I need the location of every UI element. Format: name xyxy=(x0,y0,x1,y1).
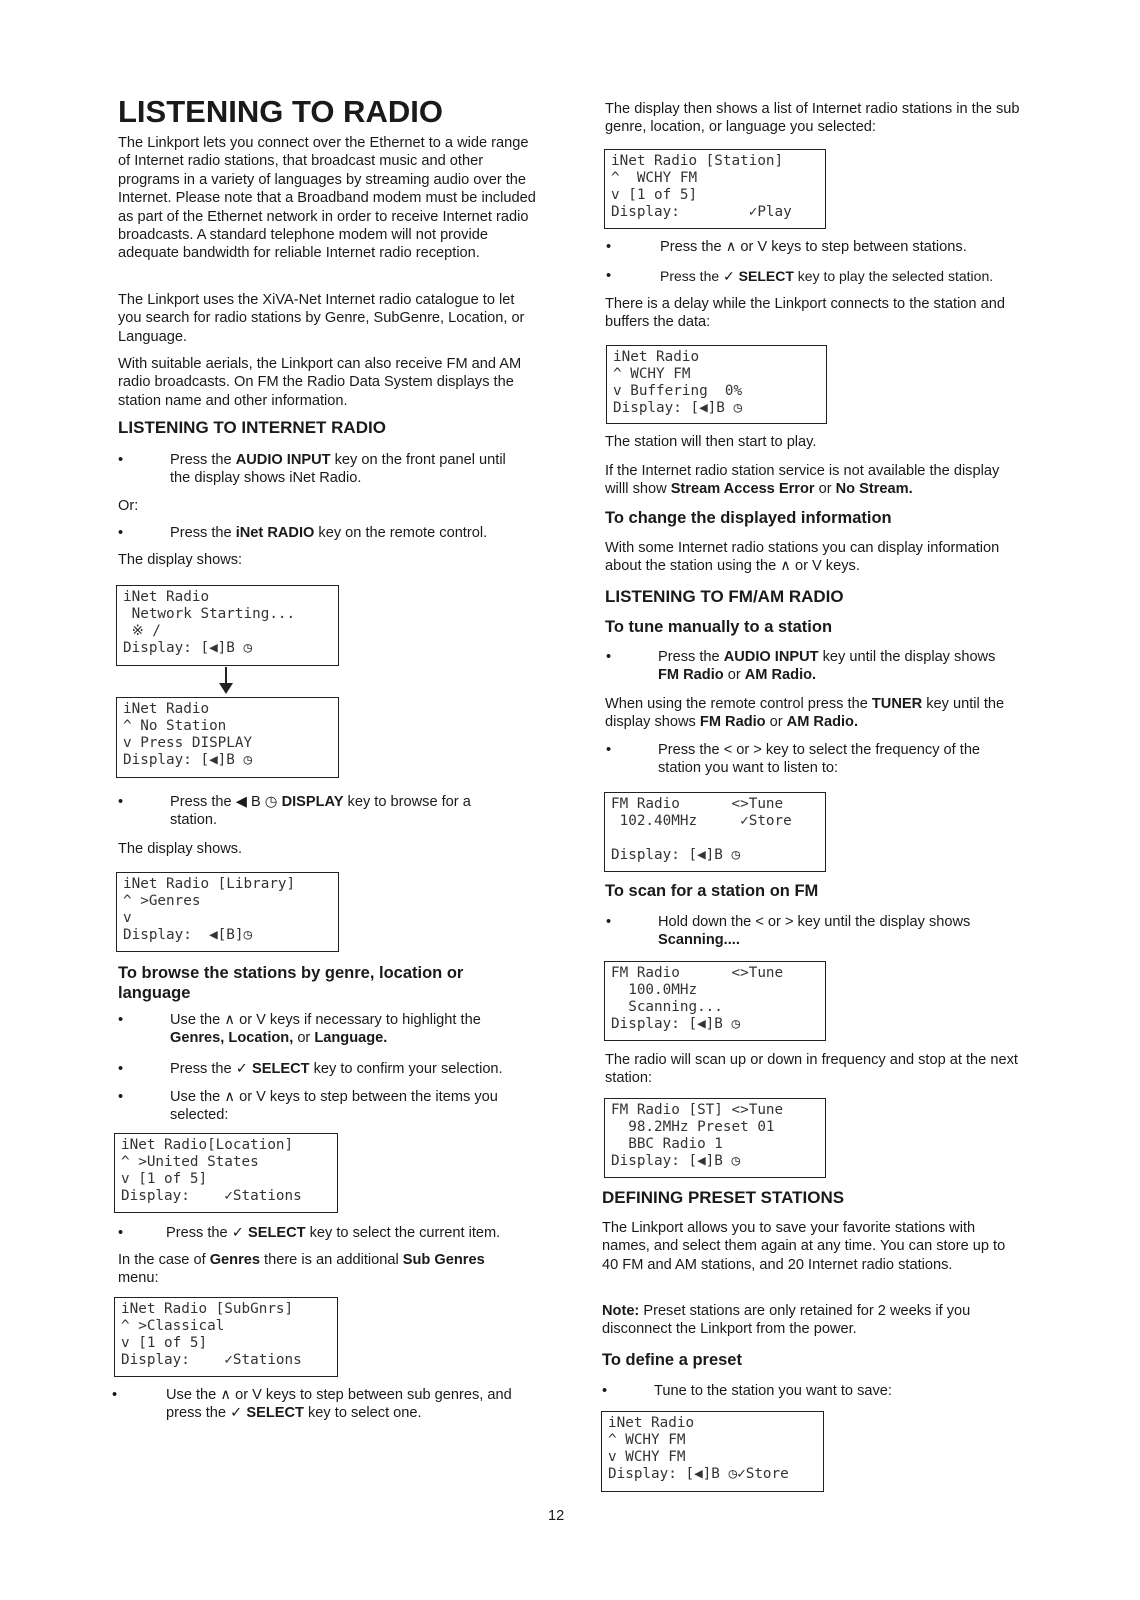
page-number: 12 xyxy=(548,1508,565,1524)
bullet-dot: • xyxy=(606,742,612,758)
lcd-buffering: iNet Radio ^ WCHY FM v Buffering 0% Display: [◀]B ◷ xyxy=(606,345,827,424)
bullet-dot: • xyxy=(118,1089,124,1105)
change-info-text: With some Internet radio stations you can display information about the station using the ∧ or V keys. xyxy=(605,540,1000,575)
lcd-library: iNet Radio [Library] ^ >Genres v Display: ◀[B]◷ xyxy=(116,872,339,952)
bullet-dot: • xyxy=(602,1383,608,1399)
lcd-preset-station: FM Radio [ST] <>Tune 98.2MHz Preset 01 BBC Radio 1 Display: [◀]B ◷ xyxy=(604,1098,826,1178)
key-display: DISPLAY xyxy=(281,794,344,810)
intro-paragraph-2: The Linkport uses the XiVA-Net Internet radio catalogue to let you search for radio stations by Genre, SubGenre, Location, or Language. xyxy=(118,292,525,345)
lcd-no-station: iNet Radio ^ No Station v Press DISPLAY Display: [◀]B ◷ xyxy=(116,697,339,778)
or-label: Or: xyxy=(118,498,139,514)
preset-note: Note: Preset stations are only retained for 2 weeks if you disconnect the Linkport from the power. xyxy=(602,1303,971,1338)
lcd-store-preset: iNet Radio ^ WCHY FM v WCHY FM Display: [◀]B ◷✓Store xyxy=(601,1411,824,1492)
bullet-dot: • xyxy=(118,525,124,541)
delay-text: There is a delay while the Linkport connects to the station and buffers the data: xyxy=(605,296,1005,331)
bullet-confirm: • Press the ✓ SELECT key to confirm your selection. xyxy=(118,1061,503,1077)
preset-text: The Linkport allows you to save your favorite stations with names, and select them again at any time. You can store up to 40 FM and AM stations, and 20 Internet radio stations. xyxy=(602,1220,1006,1273)
heading-fm-am: LISTENING TO FM/AM RADIO xyxy=(605,587,844,606)
intro-paragraph-3: With suitable aerials, the Linkport can also receive FM and AM radio broadcasts. On FM the Radio Data System displays the station name and other information. xyxy=(118,356,522,409)
bullet-dot: • xyxy=(112,1387,118,1403)
bullet-select-current: • Press the ✓ SELECT key to select the current item. xyxy=(118,1225,501,1241)
bullet-inet-radio: • Press the iNet RADIO key on the remote control. xyxy=(118,525,488,541)
bullet-scan: • Hold down the < or > key until the display shows Scanning.... xyxy=(606,914,971,949)
heading-define-preset: To define a preset xyxy=(602,1351,742,1369)
lcd-network-starting: iNet Radio Network Starting... ※ / Display: [◀]B ◷ xyxy=(116,585,339,666)
bullet-step-items: • Use the ∧ or V keys to step between the items you selected: xyxy=(118,1089,498,1124)
page-title: LISTENING TO RADIO xyxy=(118,94,443,129)
bullet-sub-genres: • Use the ∧ or V keys to step between sub genres, and press the ✓ SELECT key to select one. xyxy=(112,1387,512,1422)
lcd-location: iNet Radio[Location] ^ >United States v [1 of 5] Display: ✓Stations xyxy=(114,1133,338,1213)
heading-tune-manually: To tune manually to a station xyxy=(605,618,833,636)
display-shows-label-2: The display shows. xyxy=(118,841,243,857)
bullet-step-stations: • Press the ∧ or V keys to step between stations. xyxy=(606,239,967,255)
heading-change-info: To change the displayed information xyxy=(605,509,892,527)
scan-result-text: The radio will scan up or down in frequency and stop at the next station: xyxy=(605,1052,1018,1087)
remote-tuner-text: When using the remote control press the TUNER key until the display shows FM Radio or AM Radio. xyxy=(605,696,1005,731)
bullet-display-key: • Press the ◀ B ◷ DISPLAY key to browse for a station. xyxy=(118,794,471,829)
key-inet-radio: iNet RADIO xyxy=(235,525,315,541)
heading-browse: To browse the stations by genre, location or language xyxy=(118,964,464,1002)
bullet-play-station: • Press the ✓ SELECT key to play the selected station. xyxy=(606,268,994,284)
heading-internet-radio: LISTENING TO INTERNET RADIO xyxy=(118,418,386,437)
bullet-tune-station: • Tune to the station you want to save: xyxy=(602,1383,892,1399)
display-shows-label: The display shows: xyxy=(118,552,243,568)
bullet-dot: • xyxy=(118,1225,124,1241)
bullet-dot: • xyxy=(606,268,612,284)
intro-paragraph-1: The Linkport lets you connect over the Ethernet to a wide range of Internet radio stations, that broadcast music and other programs in a variety of languages by streaming audio over the Internet. Please note that a Broadband modem must be included as part of the Ethernet network in order to receive Internet radio broadcasts. A standard telephone modem will not provide adequate bandwidth for reliable Internet radio reception. xyxy=(118,135,536,262)
unavailable-text: If the Internet radio station service is not available the display willl show Stream Access Error or No Stream. xyxy=(605,463,1000,498)
bullet-audio-input: • Press the AUDIO INPUT key on the front panel until the display shows iNet Radio. xyxy=(118,452,506,487)
lcd-station: iNet Radio [Station] ^ WCHY FM v [1 of 5] Display: ✓Play xyxy=(604,149,826,229)
heading-scan-fm: To scan for a station on FM xyxy=(605,882,819,900)
start-play-text: The station will then start to play. xyxy=(605,434,817,450)
station-list-intro: The display then shows a list of Internet radio stations in the sub genre, location, or language you selected: xyxy=(605,101,1020,136)
bullet-fm-audio-input: • Press the AUDIO INPUT key until the display shows FM Radio or AM Radio. xyxy=(606,649,996,684)
heading-preset-stations: DEFINING PRESET STATIONS xyxy=(602,1188,845,1207)
bullet-dot: • xyxy=(118,1061,124,1077)
lcd-scanning: FM Radio <>Tune 100.0MHz Scanning... Display: [◀]B ◷ xyxy=(604,961,826,1041)
bullet-dot: • xyxy=(606,914,612,930)
lcd-fm-tune: FM Radio <>Tune 102.40MHz ✓Store Display: [◀]B ◷ xyxy=(604,792,826,872)
bullet-frequency: • Press the < or > key to select the frequency of the station you want to listen to: xyxy=(606,742,981,777)
bullet-highlight: • Use the ∧ or V keys if necessary to highlight the Genres, Location, or Language. xyxy=(118,1012,481,1047)
bullet-dot: • xyxy=(118,452,124,468)
bullet-dot: • xyxy=(118,794,124,810)
lcd-subgenres: iNet Radio [SubGnrs] ^ >Classical v [1 of 5] Display: ✓Stations xyxy=(114,1297,338,1377)
bullet-dot: • xyxy=(606,649,612,665)
key-audio-input: AUDIO INPUT xyxy=(235,452,331,468)
bullet-dot: • xyxy=(606,239,612,255)
genres-note: In the case of Genres there is an additional Sub Genres menu: xyxy=(118,1252,485,1287)
down-arrow-icon xyxy=(215,665,237,695)
bullet-dot: • xyxy=(118,1012,124,1028)
